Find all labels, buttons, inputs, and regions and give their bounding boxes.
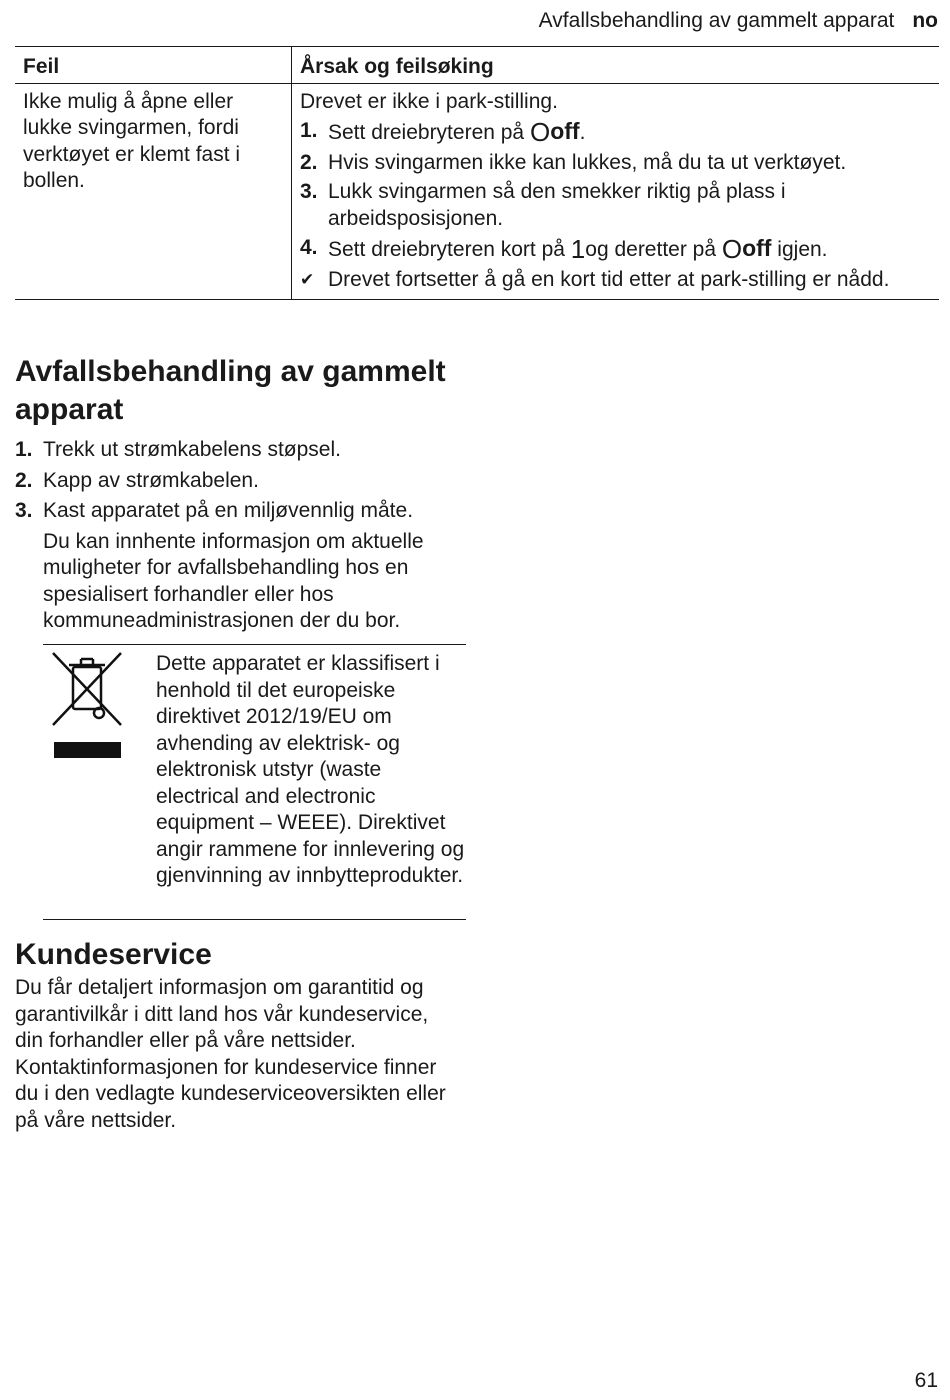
troubleshooting-table bbox=[15, 46, 939, 300]
off-label: off bbox=[550, 118, 580, 144]
crossed-out-wheelie-bin-icon bbox=[51, 651, 123, 731]
disposal-step: 2. Kapp av strømkabelen. bbox=[15, 468, 467, 495]
service-paragraph: Du får detaljert informasjon om garantitid og garantivilkår i ditt land hos vår kundeservice, din forhandler eller på våre nettsider. bbox=[15, 976, 429, 1052]
disposal-note: Du kan innhente informasjon om aktuelle muligheter for avfallsbehandling hos en spesialisert forhandler eller hos kommuneadministrasjonen der du bor. bbox=[43, 529, 424, 632]
disposal-steps bbox=[15, 437, 467, 525]
remedy-step: 1. Sett dreiebryteren på Ooff. bbox=[300, 117, 586, 147]
off-position-symbol: O bbox=[529, 117, 551, 147]
checkmark-icon: ✔ bbox=[300, 269, 315, 289]
step-number: 1. bbox=[300, 119, 318, 142]
service-heading: Kundeservice bbox=[15, 938, 212, 971]
step-number: 3. bbox=[15, 499, 33, 522]
page-number: 61 bbox=[914, 1368, 938, 1392]
remedy-step: 2. Hvis svingarmen ikke kan lukkes, må du ta ut verktøyet. bbox=[300, 150, 931, 177]
column-header-fault: Feil bbox=[15, 47, 292, 84]
remedy-result: ✔ Drevet fortsetter å gå en kort tid etter at park-stilling er nådd. bbox=[300, 267, 931, 294]
weee-notice bbox=[43, 644, 466, 920]
service-paragraph: Kontaktinformasjonen for kundeservice finner du i den vedlagte kundeserviceoversikten eller på våre nettsider. bbox=[15, 1055, 446, 1132]
step-number: 2. bbox=[15, 468, 33, 492]
off-position-symbol: O bbox=[721, 234, 743, 264]
step-number: 4. bbox=[300, 236, 318, 259]
disposal-section bbox=[15, 437, 467, 635]
service-section bbox=[15, 975, 460, 1134]
cause-cell bbox=[292, 83, 940, 300]
remedy-step: 4. Sett dreiebryteren kort på 1og deretter på Ooff igjen. bbox=[300, 234, 828, 264]
disposal-heading: Avfallsbehandling av gammelt apparat bbox=[15, 355, 446, 426]
header-section-title: Avfallsbehandling av gammelt apparat bbox=[538, 9, 895, 32]
disposal-step: 1. Trekk ut strømkabelens støpsel. bbox=[15, 437, 467, 464]
step-number: 2. bbox=[300, 150, 318, 174]
step-number: 3. bbox=[300, 180, 318, 203]
remedy-step: 3. Lukk svingarmen så den smekker riktig på plass i arbeidsposisjonen. bbox=[300, 180, 786, 230]
off-label: off bbox=[742, 235, 772, 261]
fault-cell: Ikke mulig å åpne eller lukke svingarmen, fordi verktøyet er klemt fast i bollen. bbox=[15, 83, 292, 300]
column-header-cause: Årsak og feilsøking bbox=[292, 47, 940, 84]
weee-text: Dette apparatet er klassifisert i henhold til det europeiske direktivet 2012/19/EU om avhending av elektrisk- og elektronisk utstyr (waste electrical and electronic equipment – WEEE). Direktivet angir rammene for innlevering og gjenvinning av innbytteprodukter. bbox=[156, 652, 465, 887]
disposal-step: 3. Kast apparatet på en miljøvennlig måte. bbox=[15, 498, 467, 525]
header-language: no bbox=[912, 9, 938, 32]
weee-black-bar bbox=[54, 742, 121, 758]
on-position-symbol: 1 bbox=[570, 234, 586, 264]
running-header bbox=[539, 8, 938, 35]
step-number: 1. bbox=[15, 438, 33, 461]
table-row bbox=[15, 83, 939, 300]
remedy-steps bbox=[300, 118, 931, 293]
cause-intro: Drevet er ikke i park-stilling. bbox=[300, 89, 558, 113]
